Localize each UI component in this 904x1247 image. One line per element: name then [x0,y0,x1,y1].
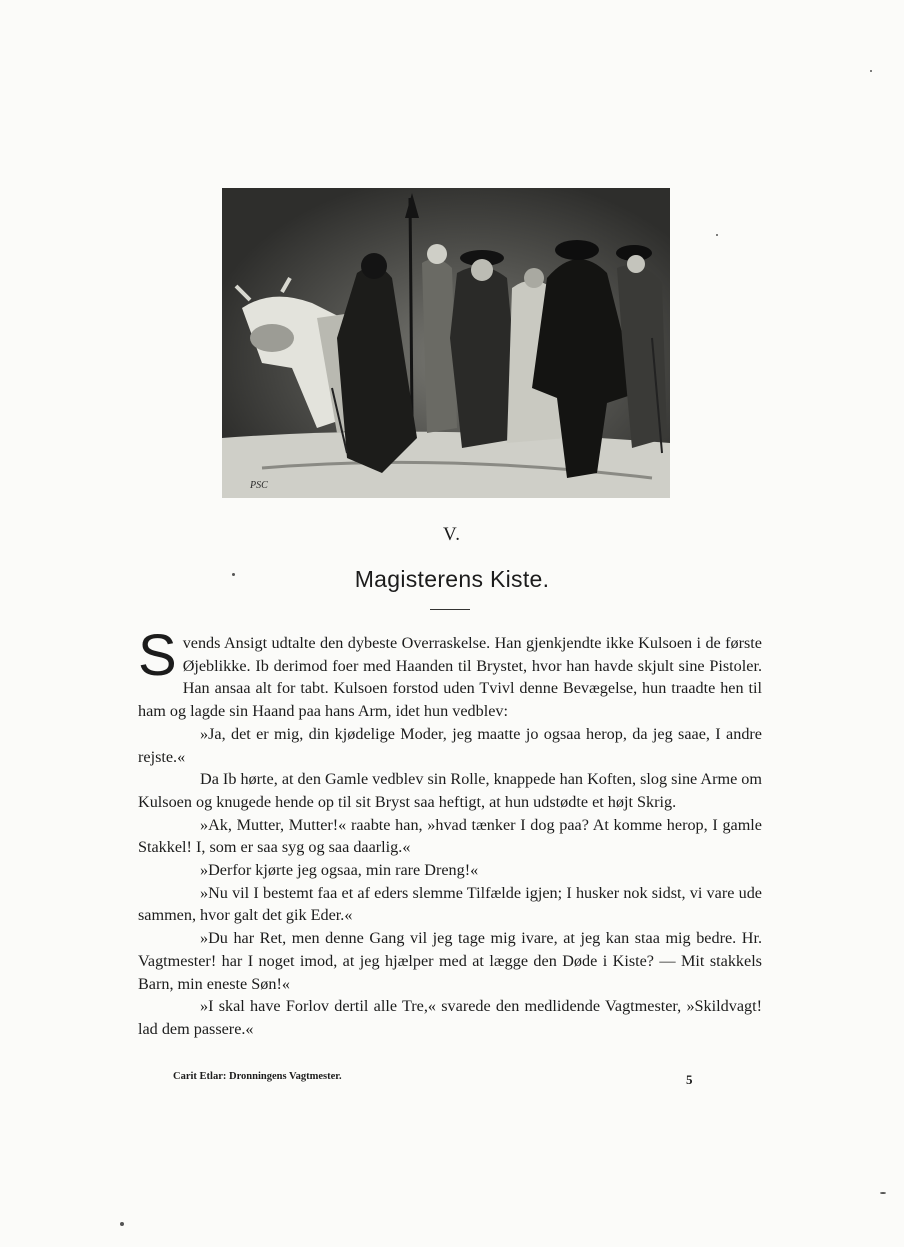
paragraph: Da Ib hørte, at den Gamle vedblev sin Rolle, knappede han Koften, slog sine Arme om Kulsoen og knugede hende op til sit Bryst saa heftigt, at hun udstødte et højt Skrig. [138,770,762,811]
paragraph: »Du har Ret, men denne Gang vil jeg tage mig ivare, at jeg kan staa mig bedre. Hr. Vagtmester! har I noget imod, at jeg hjælper med at lægge den Døde i Kiste? — Mit stakkels Barn, min eneste Søn!« [138,929,762,993]
paragraph: »Ak, Mutter, Mutter!« raabte han, »hvad tænker I dog paa? At komme herop, I gamle Stakkel! I, som er saa syg og saa daarlig.« [138,815,762,857]
paragraph-text: vends Ansigt udtalte den dybeste Overraskelse. Han gjenkjendte ikke Kulsoen i de første Øjeblikke. Ib derimod foer med Haanden til Brystet, hvor han havde skjult sine Pistoler. Han ansaa alt for tabt. Kulsoen forstod uden Tvivl denne Bevægelse, hun traadte hen til ham og lagde sin Haand paa hans Arm, idet hun vedblev: [138,634,762,721]
chapter-body [138,623,762,1041]
chapter-illustration [222,188,670,498]
illustration-drawing [222,188,670,498]
running-footer: Carit Etlar: Dronningens Vagtmester. [173,1071,342,1082]
paragraph [138,623,762,723]
scan-speck [120,1222,124,1226]
scan-speck [880,1192,886,1194]
scan-speck [716,234,718,236]
paragraph: »Ja, det er mig, din kjødelige Moder, jeg maatte jo ogsaa herop, da jeg saae, I andre rejste.« [138,724,762,766]
paragraph: »I skal have Forlov dertil alle Tre,« svarede den medlidende Vagtmester, »Skildvagt! lad dem passere.« [138,997,762,1038]
drop-cap: S [138,623,177,688]
paragraph: »Nu vil I bestemt faa et af eders slemme Tilfælde igjen; I husker nok sidst, vi vare ude sammen, hvor galt det gik Eder.« [138,883,762,925]
paragraph: »Derfor kjørte jeg ogsaa, min rare Dreng!« [200,861,479,880]
scan-speck [870,70,872,72]
page-number: 5 [686,1072,693,1087]
title-divider [430,609,470,610]
scan-speck [232,573,235,576]
chapter-title: Magisterens Kiste. [354,566,550,592]
chapter-number: V. [442,524,462,545]
artist-signature: PSC [250,480,268,491]
